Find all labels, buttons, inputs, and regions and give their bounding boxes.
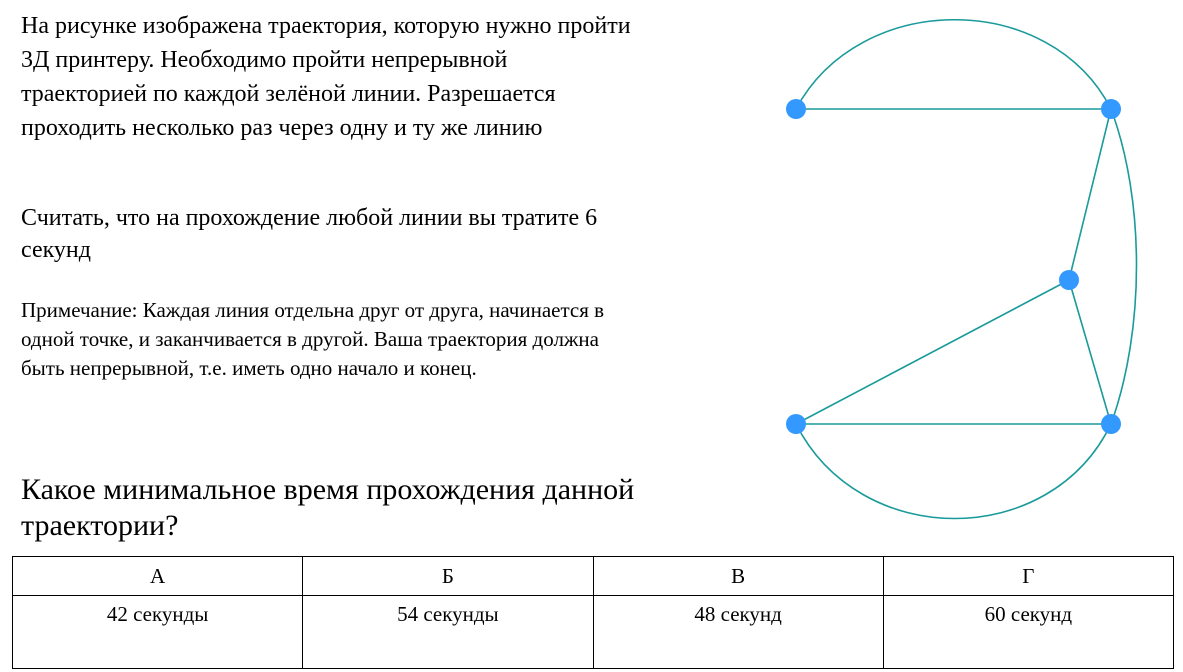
problem-intro: На рисунке изображена траектория, которую нужно пройти 3Д принтеру. Необходимо пройти непрерывной траекторией по каждой зелёной линии. Разрешается проходить несколько раз через одну и ту же линию (21, 13, 631, 141)
edge-right-arc (1111, 109, 1137, 424)
node-top-right (1101, 99, 1121, 119)
option-d-value: 60 секунд (883, 596, 1173, 669)
edge-bottom-arc (796, 424, 1111, 519)
answer-options-table (12, 556, 1174, 669)
option-a-letter: А (13, 557, 303, 596)
option-b-value: 54 секунды (303, 596, 593, 669)
note: Примечание: Каждая линия отдельна друг от друга, начинается в одной точке, и заканчивается в другой. Ваша траектория должна быть непрерывной, т.е. иметь одно начало и конец. (21, 298, 605, 380)
option-d-letter: Г (883, 557, 1173, 596)
node-middle (1059, 270, 1079, 290)
time-rule: Считать, что на прохождение любой линии вы тратите 6 секунд (21, 205, 598, 263)
edge-middle-to-bottom-left (796, 280, 1069, 424)
node-top-left (786, 99, 806, 119)
edge-top-arc (796, 20, 1111, 109)
answer-letters-row (13, 557, 1174, 596)
option-b-letter: Б (303, 557, 593, 596)
edge-top-right-to-middle (1069, 109, 1111, 280)
node-bottom-right (1101, 414, 1121, 434)
answer-values-row (13, 596, 1174, 669)
node-bottom-left (786, 414, 806, 434)
option-a-value: 42 секунды (13, 596, 303, 669)
question: Какое минимальное время прохождения данной траектории? (21, 473, 635, 542)
edge-middle-to-bottom-right (1069, 280, 1111, 424)
option-c-letter: В (593, 557, 883, 596)
option-c-value: 48 секунд (593, 596, 883, 669)
